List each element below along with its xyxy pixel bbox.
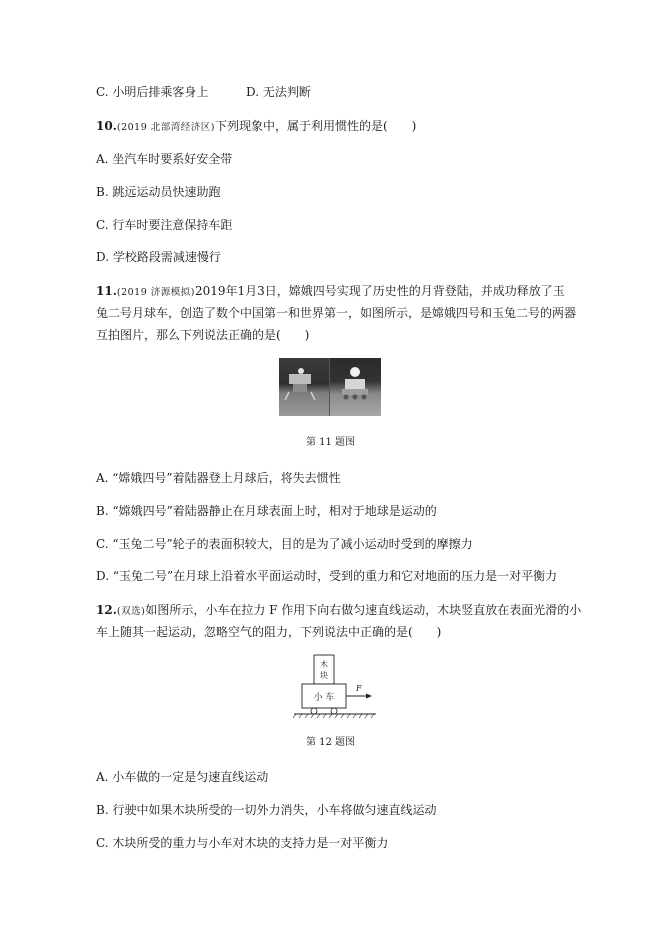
- q11-option-a: A. “嫦娥四号”着陆器登上月球后，将失去惯性: [96, 471, 341, 485]
- block-label-2: 块: [320, 671, 328, 680]
- q11-number: 11.: [96, 284, 117, 298]
- q12-option-c: C. 木块所受的重力与小车对木块的支持力是一对平衡力: [96, 836, 389, 850]
- q12-source: (双选): [116, 606, 146, 617]
- q12-figure-caption: 第 12 题图: [305, 737, 356, 748]
- cart-wheel-right: [331, 708, 337, 714]
- q10-option-c: C. 行车时要注意保持车距: [96, 218, 233, 232]
- q10-option-b: B. 跳远运动员快速助跑: [96, 185, 221, 199]
- q11-option-d: D. “玉兔二号”在月球上沿着水平面运动时，受到的重力和它对地面的压力是一对平衡力: [96, 569, 558, 583]
- q12-stem-line1: [96, 602, 581, 620]
- photo-divider: [329, 358, 330, 416]
- q11-source: (2019 济源模拟): [116, 287, 195, 298]
- q11-option-b: B. “嫦娥四号”着陆器静止在月球表面上时，相对于地球是运动的: [96, 504, 437, 518]
- q12-number: 12.: [96, 603, 117, 617]
- q11-stem-line2: 兔二号月球车，创造了数个中国第一和世界第一，如图所示，是嫦娥四号和玉兔二号的两器: [96, 306, 577, 320]
- force-label: F: [356, 684, 362, 693]
- q10-option-d: D. 学校路段需减速慢行: [96, 250, 221, 264]
- q10-stem: 下列现象中，属于利用惯性的是( ): [215, 119, 417, 133]
- q9-option-d: D. 无法判断: [246, 85, 311, 99]
- rover-photo: [330, 358, 381, 416]
- block-label-1: 木: [320, 660, 328, 669]
- q10-number: 10.: [96, 119, 117, 133]
- lander-photo: [279, 358, 330, 416]
- force-arrowhead: [366, 694, 372, 699]
- cart-label: 小 车: [313, 693, 335, 703]
- q11-figure-caption: 第 11 题图: [305, 437, 356, 448]
- q12-stem-line2: 车上随其一起运动，忽略空气的阻力，下列说法中正确的是( ): [96, 625, 442, 639]
- q12-cart-diagram: [290, 650, 380, 722]
- q11-stem-line1: [96, 283, 565, 301]
- ground-hatching: [293, 714, 374, 718]
- q12-option-a: A. 小车做的一定是匀速直线运动: [96, 770, 269, 784]
- q10-source: (2019 北部湾经济区): [116, 122, 215, 133]
- q12-stem-part1: 如图所示，小车在拉力 F 作用下向右做匀速直线运动，木块竖直放在表面光滑的小: [145, 603, 582, 617]
- q11-figure-photo: [279, 358, 381, 416]
- q11-stem-part1: 2019年1月3日，嫦娥四号实现了历史性的月背登陆，并成功释放了玉: [195, 284, 565, 298]
- q12-option-b: B. 行驶中如果木块所受的一切外力消失，小车将做匀速直线运动: [96, 803, 437, 817]
- q9-option-c: C. 小明后排乘客身上: [96, 85, 209, 99]
- q10-option-a: A. 坐汽车时要系好安全带: [96, 152, 233, 166]
- cart-wheel-left: [311, 708, 317, 714]
- q11-stem-line3: 互拍图片，那么下列说法正确的是( ): [96, 328, 310, 342]
- q11-option-c: C. “玉兔二号”轮子的表面积较大，目的是为了减小运动时受到的摩擦力: [96, 537, 473, 551]
- q10-stem-line: [96, 118, 416, 136]
